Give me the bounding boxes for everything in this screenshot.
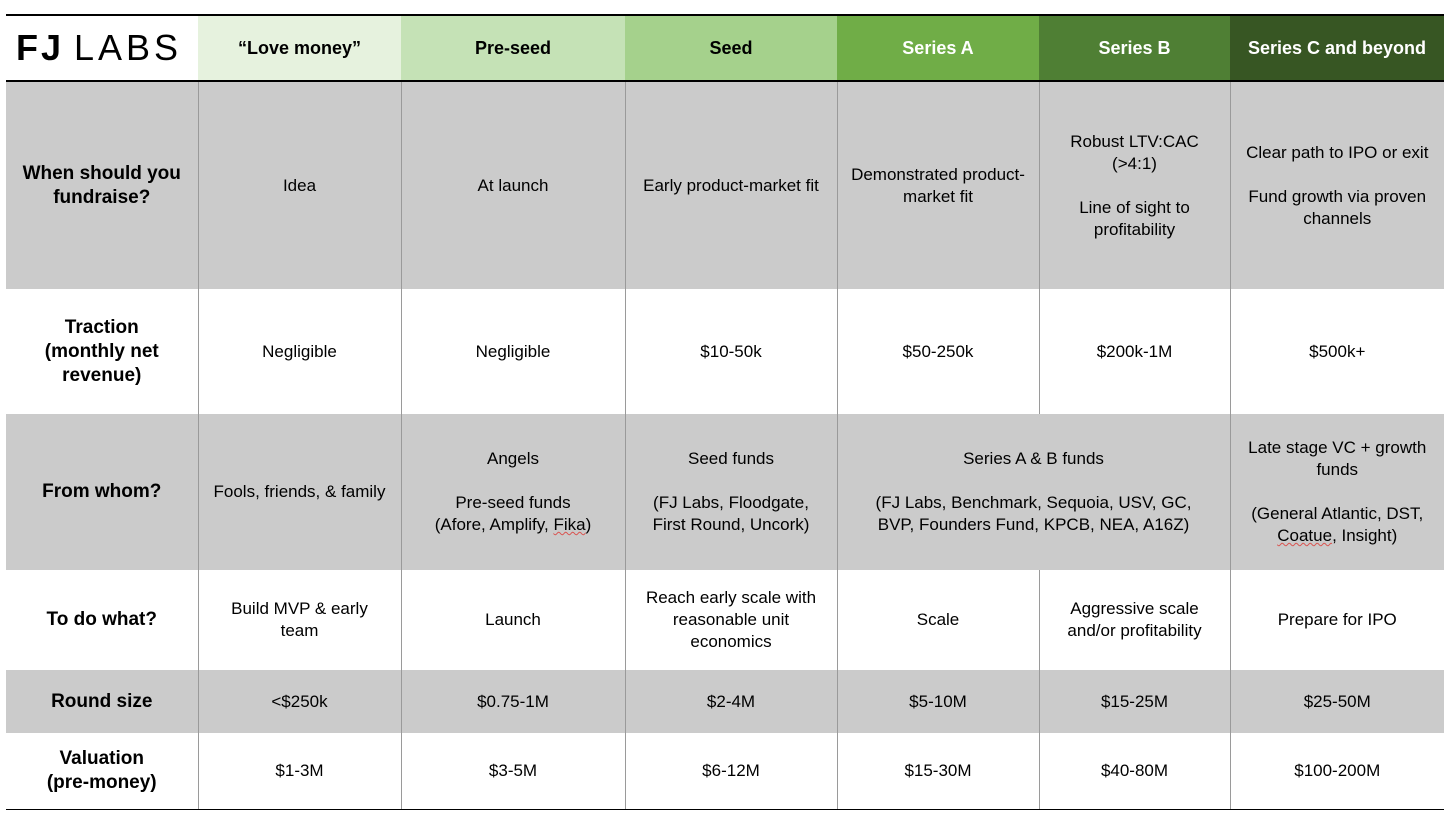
row-label-line: fundraise?	[53, 186, 151, 208]
cell-text: Pre-seed funds	[455, 493, 571, 512]
cell-text: and/or profitability	[1067, 621, 1202, 640]
cell-whom-series-a-b	[837, 414, 1230, 570]
row-label-line: (pre-money)	[46, 772, 157, 793]
cell-text: Idea	[282, 175, 317, 195]
cell-text-part: (Afore, Amplify,	[434, 515, 554, 534]
cell-text-part: )	[585, 515, 592, 534]
cell-todo-series-c	[1230, 570, 1444, 670]
cell-text: team	[280, 621, 319, 640]
cell-text: Robust LTV:CAC	[1070, 131, 1199, 151]
cell-text: (>4:1)	[1112, 153, 1157, 173]
cell-text: (FJ Labs, Floodgate,	[653, 493, 809, 512]
header-row	[6, 16, 1444, 81]
cell-whom-series-c	[1230, 414, 1444, 570]
cell-text: Series A & B funds	[963, 449, 1104, 468]
cell-text	[408, 514, 619, 536]
cell-text: First Round, Uncork)	[652, 515, 810, 534]
row-label-valuation	[6, 733, 198, 809]
fj-labs-logo	[6, 16, 198, 81]
cell-valuation-series-a: $15-30M	[837, 733, 1039, 809]
cell-text: reasonable unit	[672, 610, 790, 629]
stage-header-series-b: Series B	[1039, 16, 1230, 81]
cell-when-pre-seed	[401, 81, 625, 289]
cell-text: Angels	[487, 449, 539, 468]
cell-text: Early product-market fit	[643, 175, 819, 195]
logo-labs-text: LABS	[74, 27, 183, 68]
cell-traction-seed: $10-50k	[625, 289, 837, 414]
cell-traction-series-c: $500k+	[1230, 289, 1444, 414]
cell-text: Clear path to IPO or exit	[1246, 142, 1429, 162]
row-label-line: revenue)	[62, 364, 142, 386]
cell-text: Seed funds	[687, 449, 774, 468]
stage-header-pre-seed: Pre-seed	[401, 16, 625, 81]
cell-text: Reach early scale with	[645, 588, 817, 607]
cell-when-love-money	[198, 81, 401, 289]
cell-text: market fit	[903, 186, 973, 206]
cell-valuation-seed: $6-12M	[625, 733, 837, 809]
row-to-do-what	[6, 570, 1444, 670]
cell-text: BVP, Founders Fund, KPCB, NEA, A16Z)	[877, 515, 1190, 534]
cell-text: Fund growth via proven	[1248, 186, 1427, 206]
row-from-whom	[6, 414, 1444, 570]
row-label-line: Valuation	[59, 748, 144, 769]
cell-todo-love-money	[198, 570, 401, 670]
cell-whom-love-money: Fools, friends, & family	[198, 414, 401, 570]
cell-text: (General Atlantic, DST,	[1251, 504, 1424, 523]
row-label-to-do-what: To do what?	[6, 570, 198, 670]
cell-valuation-love-money: $1-3M	[198, 733, 401, 809]
cell-text: economics	[690, 632, 772, 651]
cell-text: funds	[1316, 460, 1359, 479]
row-label-line: (monthly net	[44, 340, 159, 362]
cell-text: (FJ Labs, Benchmark, Sequoia, USV, GC,	[875, 493, 1192, 512]
spellcheck-word: Fika	[553, 515, 586, 534]
cell-text: Build MVP & early	[231, 599, 368, 618]
cell-text: profitability	[1093, 219, 1176, 239]
row-when-to-fundraise	[6, 81, 1444, 289]
logo-fj-text: FJ	[16, 27, 65, 68]
cell-text-part: , Insight)	[1332, 526, 1398, 545]
cell-todo-seed	[625, 570, 837, 670]
spellcheck-word: Coatue	[1277, 526, 1333, 545]
cell-when-seed	[625, 81, 837, 289]
stage-header-series-c: Series C and beyond	[1230, 16, 1444, 81]
cell-traction-series-b: $200k-1M	[1039, 289, 1230, 414]
row-valuation	[6, 733, 1444, 809]
row-label-round-size: Round size	[6, 670, 198, 733]
row-round-size	[6, 670, 1444, 733]
cell-todo-series-a	[837, 570, 1039, 670]
row-label-line: Traction	[64, 316, 139, 338]
fundraising-stages-table	[6, 14, 1444, 810]
cell-traction-love-money: Negligible	[198, 289, 401, 414]
row-traction	[6, 289, 1444, 414]
cell-text: Line of sight to	[1079, 197, 1190, 217]
cell-text: At launch	[477, 175, 549, 195]
stage-header-seed: Seed	[625, 16, 837, 81]
cell-whom-seed	[625, 414, 837, 570]
cell-text: Demonstrated product-	[851, 164, 1025, 184]
cell-valuation-pre-seed: $3-5M	[401, 733, 625, 809]
row-label-from-whom: From whom?	[6, 414, 198, 570]
stage-header-love-money: “Love money”	[198, 16, 401, 81]
cell-todo-series-b	[1039, 570, 1230, 670]
cell-round-series-a: $5-10M	[837, 670, 1039, 733]
cell-valuation-series-c: $100-200M	[1230, 733, 1444, 809]
cell-text: channels	[1303, 208, 1372, 228]
cell-text: Scale	[916, 610, 960, 629]
cell-text	[1237, 525, 1439, 547]
row-label-traction	[6, 289, 198, 414]
cell-text: Aggressive scale	[1070, 599, 1199, 618]
cell-todo-pre-seed	[401, 570, 625, 670]
cell-when-series-b	[1039, 81, 1230, 289]
row-label-when	[6, 81, 198, 289]
cell-round-seed: $2-4M	[625, 670, 837, 733]
stage-header-series-a: Series A	[837, 16, 1039, 81]
cell-round-love-money: <$250k	[198, 670, 401, 733]
cell-whom-pre-seed	[401, 414, 625, 570]
cell-round-series-c: $25-50M	[1230, 670, 1444, 733]
cell-traction-series-a: $50-250k	[837, 289, 1039, 414]
cell-text: Prepare for IPO	[1277, 610, 1397, 629]
cell-text: Launch	[485, 610, 541, 629]
cell-round-pre-seed: $0.75-1M	[401, 670, 625, 733]
row-label-line: When should you	[22, 162, 181, 184]
cell-valuation-series-b: $40-80M	[1039, 733, 1230, 809]
cell-when-series-a	[837, 81, 1039, 289]
cell-round-series-b: $15-25M	[1039, 670, 1230, 733]
cell-when-series-c	[1230, 81, 1444, 289]
cell-text: Late stage VC + growth	[1248, 438, 1427, 457]
cell-traction-pre-seed: Negligible	[401, 289, 625, 414]
